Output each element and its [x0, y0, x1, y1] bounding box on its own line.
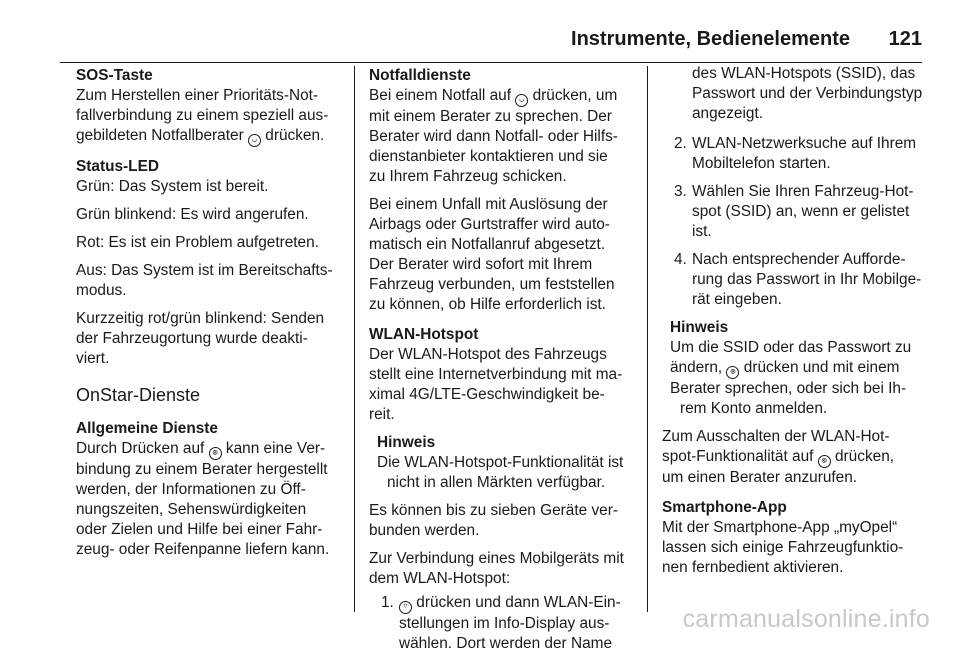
text-line: Nach entsprechender Aufforde- — [692, 251, 906, 268]
section-heading-sos: SOS-Taste — [76, 67, 153, 84]
text-line: zu Ihrem Fahrzeug schicken. — [369, 168, 567, 185]
list-item: 1. ⌔ drücken und dann WLAN-Ein- stellungen im Info-Display aus- wählen. Dort werden der Name — [369, 593, 635, 654]
page-number: 121 — [888, 28, 922, 50]
text-line: reit. — [369, 406, 395, 423]
text-line: Die WLAN-Hotspot-Funktionalität ist — [377, 454, 624, 471]
text-line: Der Berater wird sofort mit Ihrem — [369, 256, 593, 273]
note-heading: Hinweis — [670, 319, 729, 336]
note-heading: Hinweis — [377, 434, 436, 451]
text-line: stellungen im Info-Display aus- — [399, 615, 610, 632]
text-line: Grün: Das System ist bereit. — [76, 178, 269, 195]
text-line: Rot: Es ist ein Problem aufgetreten. — [76, 234, 319, 251]
text-line: werden, der Informationen zu Öff- — [76, 481, 306, 498]
text-line: der Fahrzeugortung wurde deakti- — [76, 330, 308, 347]
section-heading-status-led: Status-LED — [76, 158, 159, 175]
text-line: dienstanbieter kontaktieren und sie — [369, 148, 608, 165]
text-line: rät eingeben. — [692, 291, 782, 308]
text-line: Um die SSID oder das Passwort zu — [670, 339, 912, 356]
column-divider — [354, 66, 355, 612]
text-line: Bei einem Unfall mit Auslösung der — [369, 196, 608, 213]
text-line: rung das Passwort in Ihr Mobilge- — [692, 271, 922, 288]
text-line: angezeigt. — [692, 105, 764, 122]
onstar-icon: ◎ — [726, 366, 739, 379]
text-line: Es können bis zu sieben Geräte ver- — [369, 502, 618, 519]
text-line: nicht in allen Märkten verfügbar. — [387, 474, 606, 491]
text-line: Mobiltelefon starten. — [692, 155, 831, 172]
column-divider — [647, 66, 648, 612]
text-line: Wählen Sie Ihren Fahrzeug-Hot- — [692, 183, 914, 200]
sos-icon: ◡ — [515, 94, 528, 107]
section-heading-wlan: WLAN-Hotspot — [369, 326, 479, 343]
text-line: lassen sich einige Fahrzeugfunktio- — [662, 539, 904, 556]
section-heading-general: Allgemeine Dienste — [76, 420, 218, 437]
text-line: ist. — [692, 223, 712, 240]
section-heading-smartphone-app: Smartphone-App — [662, 499, 787, 516]
page-title: Instrumente, Bedienelemente — [571, 28, 850, 50]
text-line: modus. — [76, 282, 127, 299]
sos-icon: ◡ — [248, 134, 261, 147]
text-line: bindung zu einem Berater hergestellt — [76, 461, 328, 478]
text-line: Zum Herstellen einer Prioritäts-Not- — [76, 87, 319, 104]
column-1 — [76, 66, 344, 560]
text-line: Aus: Das System ist im Bereitschafts- — [76, 262, 333, 279]
text-line: viert. — [76, 350, 110, 367]
text-line: des WLAN-Hotspots (SSID), das — [692, 65, 916, 82]
text-line: WLAN-Netzwerksuche auf Ihrem — [692, 135, 917, 152]
section-heading-onstar: OnStar-Dienste — [76, 385, 201, 405]
text-line: zeug- oder Reifenpanne liefern kann. — [76, 541, 330, 558]
text-line: spot-Funktionalität auf ◎ drücken, — [662, 447, 928, 468]
text-line: dem WLAN-Hotspot: — [369, 570, 511, 587]
text-line: Kurzzeitig rot/grün blinkend: Senden — [76, 310, 325, 327]
text-line: oder Zielen und Hilfe bei einer Fahr- — [76, 521, 323, 538]
text-line: um einen Berater anzurufen. — [662, 469, 858, 486]
column-3 — [662, 66, 928, 578]
text-line: Berater wird dann Notfall- oder Hilfs- — [369, 128, 618, 145]
text-line: gebildeten Notfallberater ◡ drücken. — [76, 126, 344, 147]
page-header — [60, 22, 922, 63]
text-line: stellt eine Internetverbindung mit ma- — [369, 366, 623, 383]
text-line: Fahrzeug verbunden, um feststellen — [369, 276, 615, 293]
text-line: ximal 4G/LTE-Geschwindigkeit be- — [369, 386, 605, 403]
text-line: wählen. Dort werden der Name — [399, 635, 613, 652]
text-line: Grün blinkend: Es wird angerufen. — [76, 206, 309, 223]
text-line: nungszeiten, Sehenswürdigkeiten — [76, 501, 307, 518]
list-item: 3. Wählen Sie Ihren Fahrzeug-Hot- spot (SSID) an, wenn er gelistet ist. — [662, 182, 928, 242]
text-line: spot (SSID) an, wenn er gelistet — [692, 203, 910, 220]
text-line: nen fernbedient aktivieren. — [662, 559, 844, 576]
wlan-icon: ⌔ — [399, 601, 412, 614]
onstar-icon: ◎ — [209, 447, 222, 460]
list-item: 2. WLAN-Netzwerksuche auf Ihrem Mobiltelefon starten. — [662, 134, 928, 174]
section-heading-emergency: Notfalldienste — [369, 67, 471, 84]
text-line: zu können, ob Hilfe erforderlich ist. — [369, 296, 606, 313]
text-line: ⌔ drücken und dann WLAN-Ein- — [399, 593, 635, 614]
list-item: 4. Nach entsprechender Aufforde- rung das Passwort in Ihr Mobilge- rät eingeben. — [662, 250, 928, 310]
text-line: Bei einem Notfall auf ◡ drücken, um — [369, 86, 635, 107]
text-line: Mit der Smartphone-App „myOpel“ — [662, 519, 898, 536]
text-line: Durch Drücken auf ◎ kann eine Ver- — [76, 439, 344, 460]
watermark: carmanualsonline.info — [682, 605, 930, 633]
column-2 — [369, 66, 635, 654]
text-line: fallverbindung zu einem speziell aus- — [76, 107, 329, 124]
list-item-continued — [662, 64, 928, 124]
text-line: Airbags oder Gurtstraffer wird auto- — [369, 216, 610, 233]
text-line: Berater sprechen, oder sich bei Ih- — [670, 380, 907, 397]
note-box — [369, 433, 635, 493]
text-line: mit einem Berater zu sprechen. Der — [369, 108, 612, 125]
onstar-icon: ◎ — [818, 455, 831, 468]
note-box — [662, 318, 928, 419]
text-line: Der WLAN-Hotspot des Fahrzeugs — [369, 346, 607, 363]
text-line: rem Konto anmelden. — [680, 400, 828, 417]
text-line: ändern, ◎ drücken und mit einem — [670, 358, 928, 379]
text-line: Zur Verbindung eines Mobilgeräts mit — [369, 550, 624, 567]
text-line: Passwort und der Verbindungstyp — [692, 85, 923, 102]
text-line: Zum Ausschalten der WLAN-Hot- — [662, 428, 890, 445]
text-line: bunden werden. — [369, 522, 480, 539]
text-line: matisch ein Notfallanruf abgesetzt. — [369, 236, 606, 253]
